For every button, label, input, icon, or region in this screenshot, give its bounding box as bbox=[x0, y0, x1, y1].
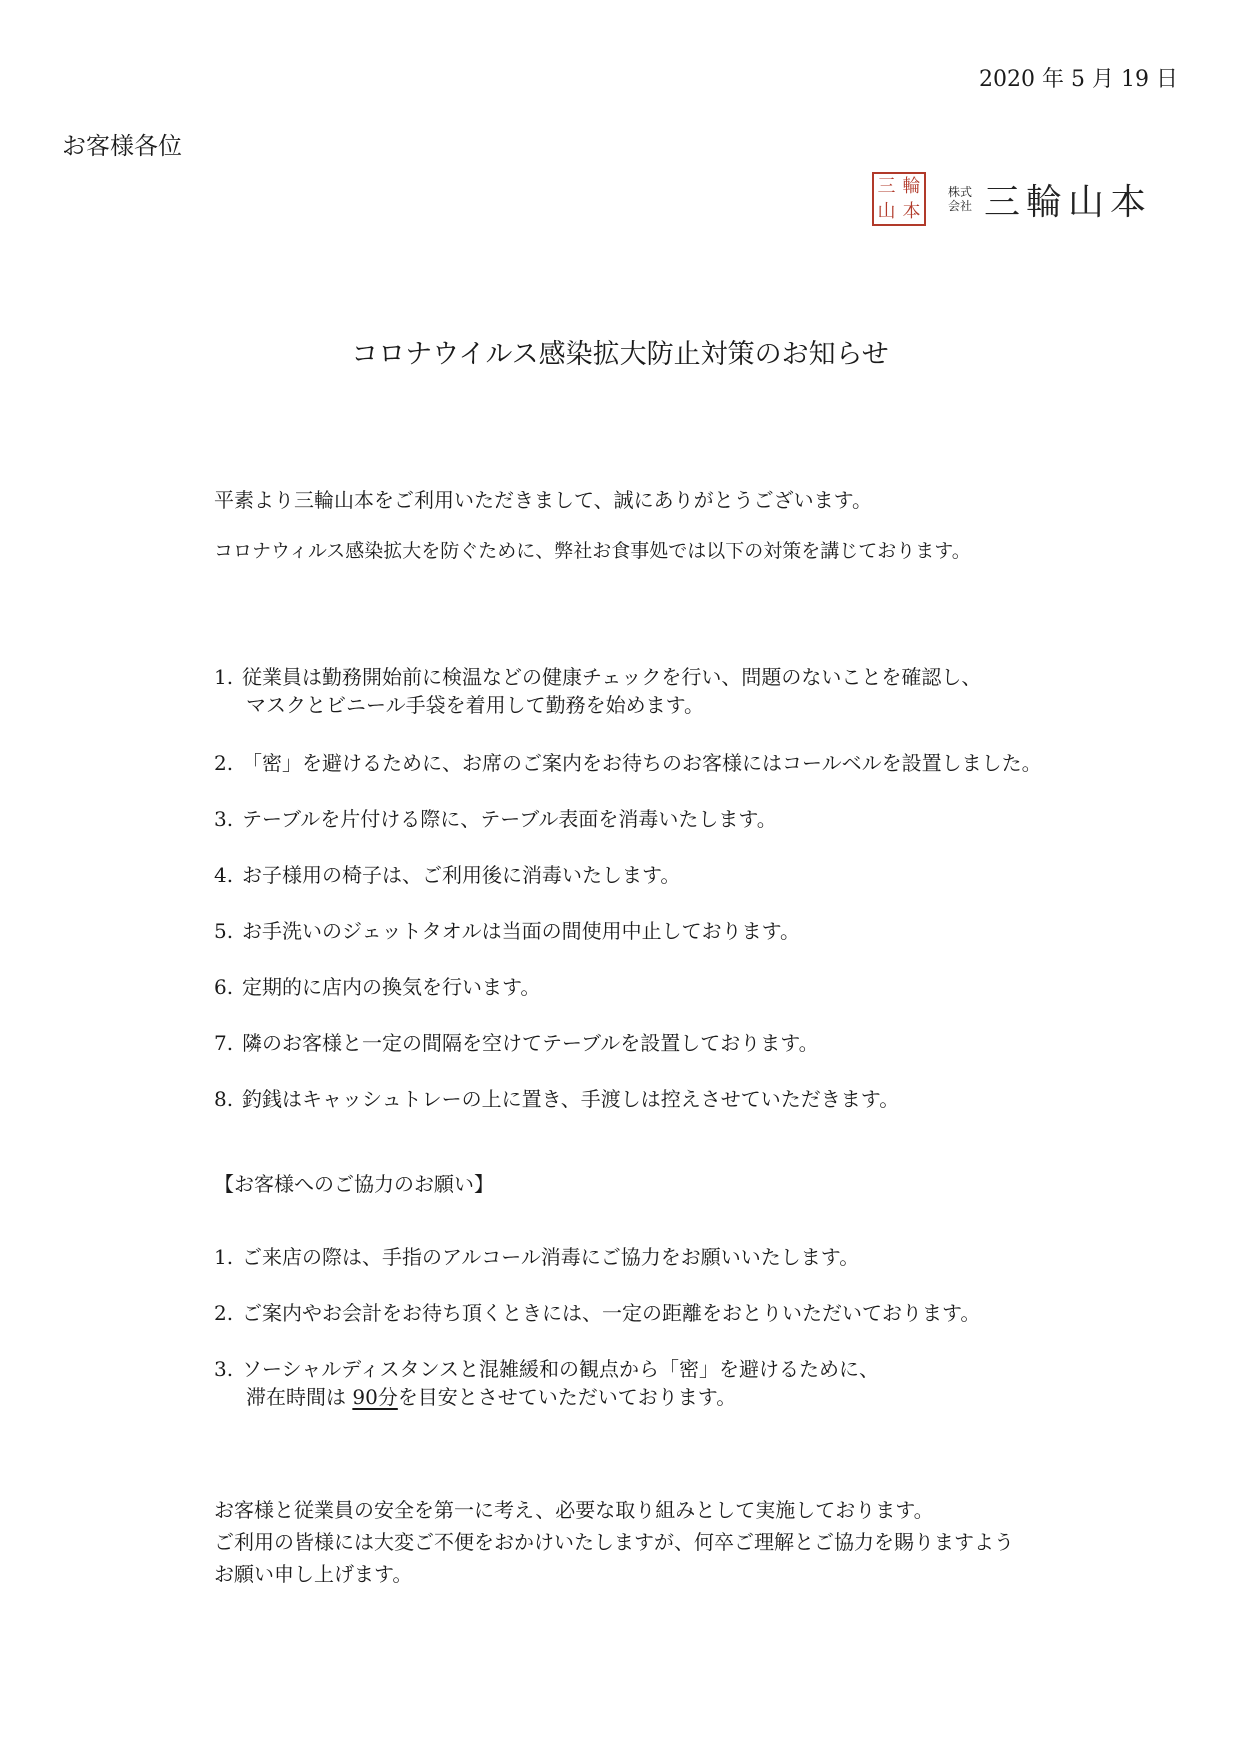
item-number: 1. bbox=[214, 665, 234, 689]
item-number: 2. bbox=[214, 751, 234, 775]
document-date: 2020 年 5 月 19 日 bbox=[979, 67, 1178, 92]
company-type-bottom: 会社 bbox=[947, 199, 972, 213]
item-text: お子様用の椅子は、ご利用後に消毒いたします。 bbox=[242, 863, 681, 887]
company-seal bbox=[872, 172, 926, 226]
item-text-continued: マスクとビニール手袋を着用して勤務を始めます。 bbox=[246, 693, 704, 717]
item-text: お手洗いのジェットタオルは当面の間使用中止しております。 bbox=[242, 919, 800, 943]
list-item bbox=[214, 973, 1042, 1029]
notice-title: コロナウイルス感染拡大防止対策のお知らせ bbox=[351, 339, 889, 370]
list-item bbox=[214, 1029, 1042, 1085]
item-number: 7. bbox=[214, 1031, 234, 1055]
closing-line: ご利用の皆様には大変ご不便をおかけいたしますが、何卒ご理解とご協力を賜りますよう bbox=[214, 1530, 1014, 1554]
stay-time-limit: 90分 bbox=[352, 1385, 398, 1409]
requests-list bbox=[214, 1243, 980, 1441]
item-number: 5. bbox=[214, 919, 234, 943]
item-number: 3. bbox=[214, 1357, 234, 1381]
item-number: 3. bbox=[214, 807, 234, 831]
item-text: 隣のお客様と一定の間隔を空けてテーブルを設置しております。 bbox=[242, 1031, 819, 1055]
seal-char: 本 bbox=[902, 200, 921, 222]
seal-char: 輪 bbox=[902, 175, 921, 197]
item-text-continued bbox=[214, 1385, 736, 1409]
list-item bbox=[214, 917, 1042, 973]
closing-paragraph bbox=[214, 1494, 1014, 1590]
item-text: 従業員は勤務開始前に検温などの健康チェックを行い、問題のないことを確認し、 bbox=[242, 665, 982, 689]
item-text: テーブルを片付ける際に、テーブル表面を消毒いたします。 bbox=[242, 807, 777, 831]
seal-char: 三 bbox=[877, 175, 896, 197]
company-type-top: 株式 bbox=[947, 185, 972, 199]
item-text: 「密」を避けるために、お席のご案内をお待ちのお客様にはコールベルを設置しました。 bbox=[242, 751, 1042, 775]
list-item bbox=[214, 663, 1042, 749]
item-number: 4. bbox=[214, 863, 234, 887]
item-text: ご来店の際は、手指のアルコール消毒にご協力をお願いいたします。 bbox=[242, 1245, 860, 1269]
seal-char: 山 bbox=[877, 200, 896, 222]
stay-time-prefix: 滞在時間は bbox=[246, 1385, 353, 1409]
item-number: 8. bbox=[214, 1087, 234, 1111]
list-item bbox=[214, 749, 1042, 805]
item-number: 2. bbox=[214, 1301, 234, 1325]
item-text: 釣銭はキャッシュトレーの上に置き、手渡しは控えさせていただきます。 bbox=[242, 1087, 900, 1111]
item-text: 定期的に店内の換気を行います。 bbox=[242, 975, 541, 999]
intro-paragraph: 平素より三輪山本をご利用いただきまして、誠にありがとうございます。 bbox=[214, 488, 872, 512]
item-text: ソーシャルディスタンスと混雑緩和の観点から「密」を避けるために、 bbox=[242, 1357, 879, 1381]
list-item bbox=[214, 1243, 980, 1299]
item-number: 6. bbox=[214, 975, 234, 999]
list-item bbox=[214, 805, 1042, 861]
item-number: 1. bbox=[214, 1245, 234, 1269]
closing-line: お客様と従業員の安全を第一に考え、必要な取り組みとして実施しております。 bbox=[214, 1498, 934, 1522]
measures-list bbox=[214, 663, 1042, 1141]
request-heading: 【お客様へのご協力のお願い】 bbox=[214, 1172, 494, 1196]
closing-line: お願い申し上げます。 bbox=[214, 1562, 413, 1586]
salutation: お客様各位 bbox=[62, 132, 182, 160]
company-type bbox=[948, 185, 972, 213]
list-item bbox=[214, 1085, 1042, 1141]
company-logo bbox=[872, 172, 1152, 226]
list-item bbox=[214, 1355, 980, 1441]
list-item bbox=[214, 861, 1042, 917]
intro-paragraph: コロナウィルス感染拡大を防ぐために、弊社お食事処では以下の対策を講じております。 bbox=[214, 540, 971, 562]
company-name: 三輪山本 bbox=[983, 181, 1152, 223]
list-item bbox=[214, 1299, 980, 1355]
item-text: ご案内やお会計をお待ち頂くときには、一定の距離をおとりいただいております。 bbox=[242, 1301, 981, 1325]
stay-time-suffix: を目安とさせていただいております。 bbox=[397, 1385, 737, 1409]
